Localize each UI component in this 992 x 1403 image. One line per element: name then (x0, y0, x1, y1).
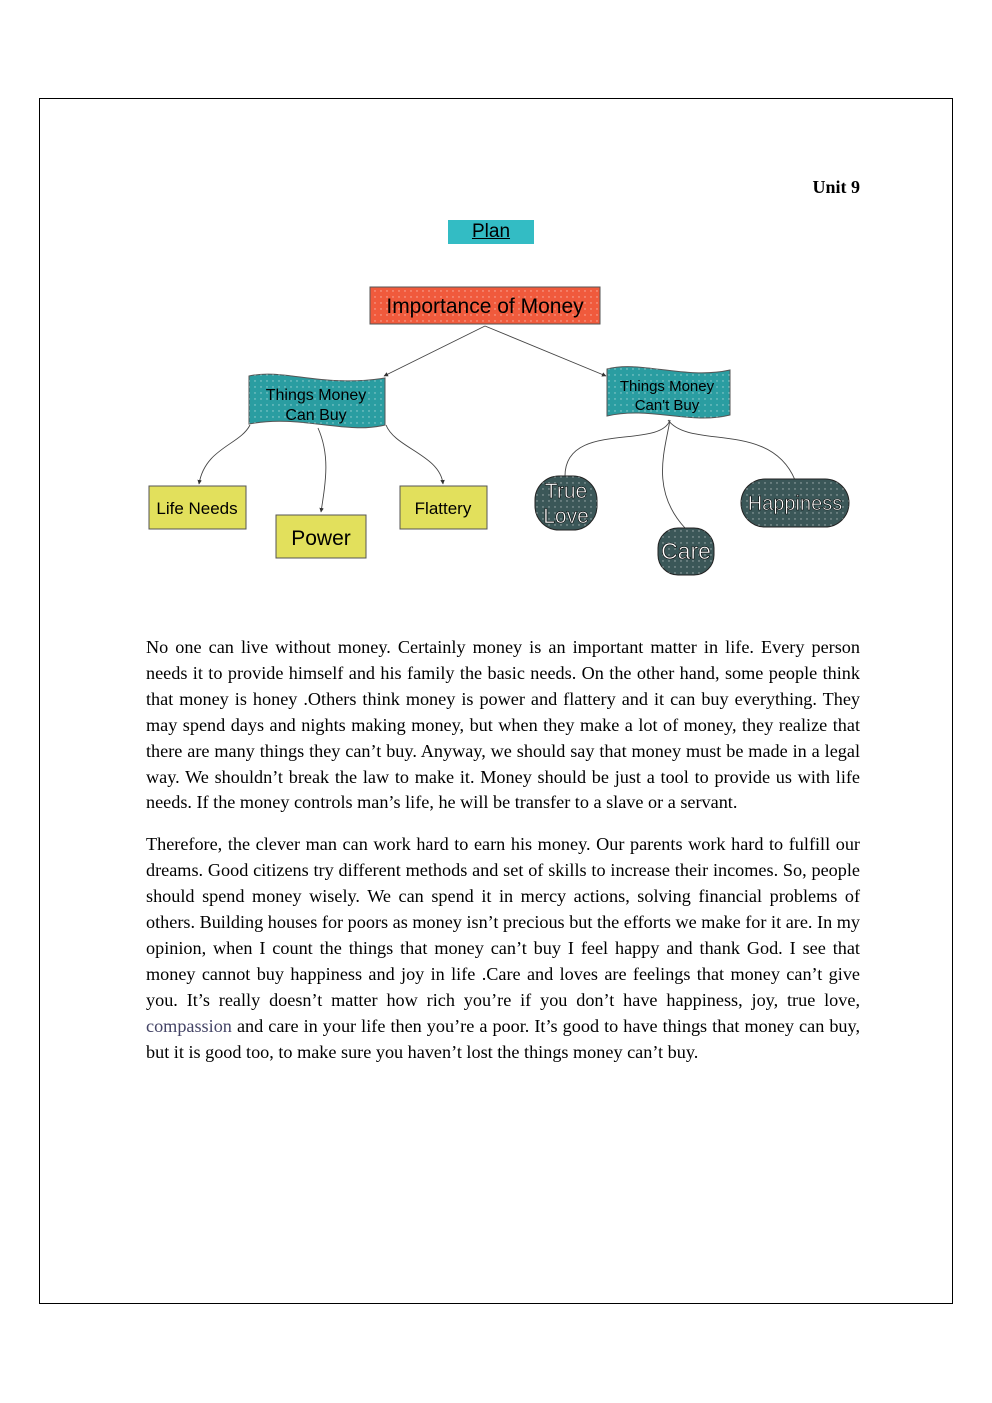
root-node (370, 287, 600, 324)
plan-title: Plan (448, 220, 534, 244)
connector-root-left (384, 326, 485, 376)
connector-care (663, 420, 686, 528)
root-label: Importance of Money (386, 295, 584, 318)
branch-can-buy-line1: Things Money (265, 387, 367, 404)
branch-can-buy (249, 374, 385, 428)
paragraph-2-part-2: and care in your life then you’re a poor. It’s good to have things that money can buy, but it is good too, to make sure you haven’t lost the things money can’t buy. (146, 1015, 860, 1062)
branch-can-buy-line2: Can Buy (285, 407, 347, 424)
leaf-power-label: Power (291, 527, 351, 550)
paragraph-2-part-1: Therefore, the clever man can work hard to earn his money. Our parents work hard to fulfill our dreams. Good citizens try different methods and set of skills to increase their incomes. So, people should spend money wisely. We can spend it in mercy actions, solving financial problems of others. Building houses for poors as money isn’t precious but the efforts we make for it are. In my opinion, when I count the things that money can’t buy I feel happy and thank God. I see that money cannot buy happiness and joy in life .Care and loves are feelings that money can’t give you. It’s really doesn’t matter how rich you’re if you don’t have happiness, joy, true love, (146, 834, 860, 1010)
branch-cant-buy-line2: Can't Buy (634, 397, 700, 414)
connector-root-right (485, 326, 606, 376)
leaf-power (276, 515, 366, 558)
essay-body (146, 635, 860, 1082)
connector-flattery (386, 425, 443, 484)
leaf-care-label: Care (661, 538, 711, 564)
connectors (199, 326, 795, 528)
leaf-life-needs-label: Life Needs (156, 499, 238, 518)
leaf-happiness (741, 479, 849, 527)
connector-power (318, 428, 326, 512)
unit-label: Unit 9 (812, 177, 860, 197)
leaf-happiness-label: Happiness (747, 493, 843, 515)
leaf-true-label: True (544, 480, 588, 503)
leaf-flattery (400, 486, 487, 529)
leaf-true-love (535, 476, 597, 530)
connector-happiness (668, 420, 795, 480)
branch-cant-buy (607, 367, 730, 418)
paragraph-1: No one can live without money. Certainly money is an important matter in life. Every person needs it to provide himself and his family the basic needs. On the other hand, some people think that money is honey .Others think money is power and flattery and it can buy everything. They may spend days and nights making money, but when they make a lot of money, they realize that there are many things they can’t buy. Anyway, we should say that money must be made in a legal way. We shouldn’t break the law to make it. Money should be just a tool to provide us with life needs. If the money controls man’s life, he will be transfer to a slave or a servant. (146, 637, 860, 813)
paragraph-2-highlight: compassion (146, 1015, 232, 1036)
connector-true-love (565, 420, 670, 476)
leaf-care (658, 528, 714, 575)
leaf-love-label: Love (543, 505, 589, 528)
leaf-life-needs (149, 486, 246, 529)
leaf-flattery-label: Flattery (414, 499, 472, 518)
connector-life-needs (199, 425, 250, 484)
branch-cant-buy-line1: Things Money (619, 378, 715, 395)
mind-map-diagram (0, 0, 992, 620)
paragraph-2 (146, 832, 860, 1065)
